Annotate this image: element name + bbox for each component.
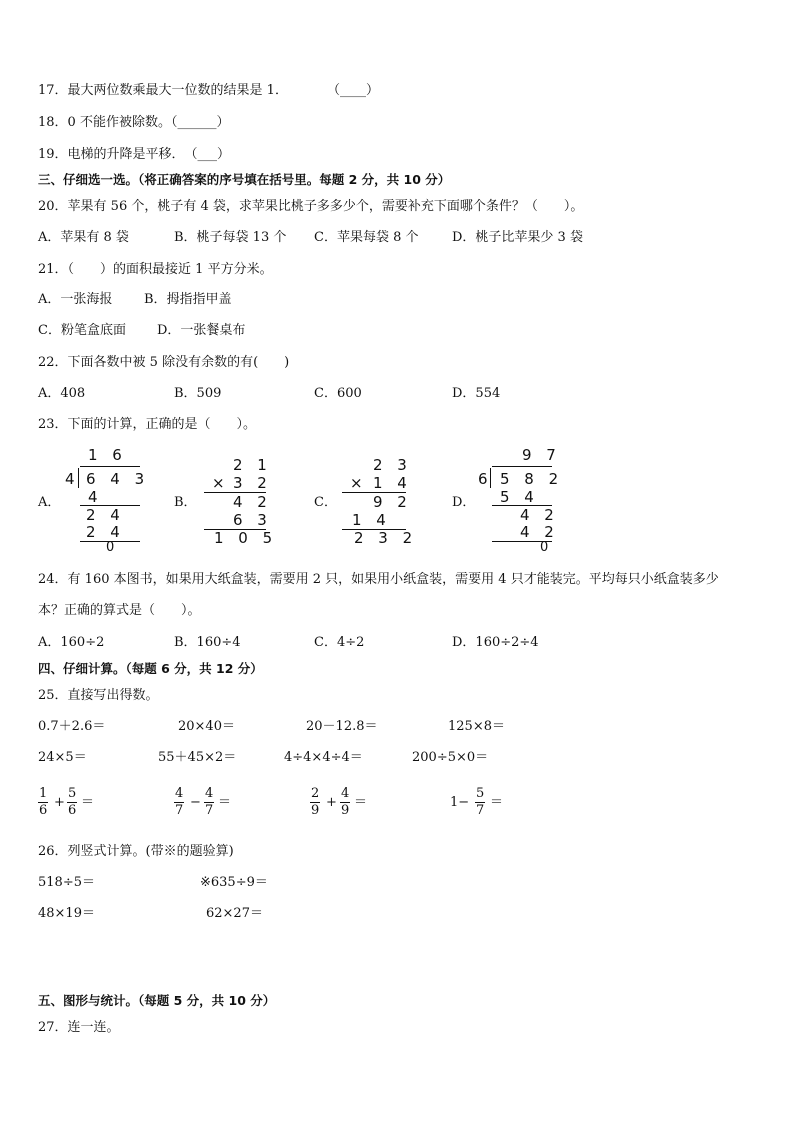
q23-multiplication-b	[200, 456, 278, 548]
division-step-3: 4 2	[520, 523, 559, 541]
section-3-heading: 三、仔细选一选。（将正确答案的序号填在括号里。每题 2 分，共 10 分）	[38, 172, 451, 187]
q24-option-c: C．4÷2	[314, 635, 365, 650]
question-27: 27．连一连。	[38, 1020, 120, 1035]
mult-top: 2 1	[233, 456, 272, 474]
q26-item-3: 48×19＝	[38, 906, 95, 921]
division-step-2: 4 2	[520, 506, 559, 524]
mult-partial-1: 4 2	[233, 493, 272, 511]
mult-top: 2 3	[373, 456, 412, 474]
mult-partial-2: 6 3	[233, 511, 272, 529]
question-22-stem: 22．下面各数中被 5 除没有余数的有( )	[38, 355, 290, 370]
q26-item-2: ※635÷9＝	[200, 875, 268, 890]
division-step-3: 2 4	[86, 523, 125, 541]
division-divisor: 6	[478, 470, 493, 488]
q22-option-c: C．600	[314, 386, 362, 401]
question-24-line-1: 24．有 160 本图书，如果用大纸盒装，需要用 2 只，如果用小纸盒装，需要用 4 只才能装完。平均每只小纸盒装多少	[38, 572, 719, 587]
q23-label-c: C．	[314, 495, 337, 510]
q21-option-c: C．粉笔盒底面	[38, 323, 126, 338]
q25-r1-c3: 20－12.8＝	[306, 719, 378, 734]
q24-option-a: A．160÷2	[38, 635, 105, 650]
q20-option-a: A．苹果有 8 袋	[38, 230, 129, 245]
q25-r1-c4: 125×8＝	[448, 719, 505, 734]
q23-division-d	[476, 446, 564, 556]
q20-option-d: D．桃子比苹果少 3 袋	[452, 230, 583, 245]
question-23-stem: 23．下面的计算，正确的是（ ）。	[38, 417, 257, 432]
q22-option-d: D．554	[452, 386, 501, 401]
q22-option-a: A．408	[38, 386, 86, 401]
fraction: $\frac{5}{6}$	[68, 786, 77, 818]
q23-label-b: B．	[174, 495, 197, 510]
division-step-1: 4	[88, 488, 103, 506]
question-25-stem: 25．直接写出得数。	[38, 688, 159, 703]
q24-option-b: B．160÷4	[174, 635, 241, 650]
fraction: $\frac{2}{9}$	[311, 786, 320, 818]
division-step-1: 5 4	[500, 488, 539, 506]
question-18: 18．0 不能作被除数。（______）	[38, 115, 230, 130]
q25-r2-c4: 200÷5×0＝	[412, 750, 489, 765]
q26-item-1: 518÷5＝	[38, 875, 95, 890]
mult-operator: ×	[350, 474, 368, 492]
mult-result: 1 0 5	[214, 529, 278, 547]
mult-partial-1: 9 2	[373, 493, 412, 511]
mult-operator: ×	[212, 474, 230, 492]
q21-option-b: B．拇指指甲盖	[144, 292, 232, 307]
fraction: $\frac{1}{6}$	[39, 786, 48, 818]
fraction: $\frac{4}{7}$	[205, 786, 214, 818]
question-17: 17．最大两位数乘最大一位数的结果是 1． （____）	[38, 83, 379, 98]
q26-item-4: 62×27＝	[206, 906, 263, 921]
q21-option-d: D．一张餐桌布	[157, 323, 246, 338]
division-dividend: 5 8 2	[500, 470, 564, 488]
question-24-line-2: 本？正确的算式是（ ）。	[38, 603, 201, 618]
q20-option-b: B．桃子每袋 13 个	[174, 230, 287, 245]
q25-r1-c1: 0.7＋2.6＝	[38, 719, 106, 734]
q25-r2-c1: 24×5＝	[38, 750, 87, 765]
division-quotient: 1 6	[88, 446, 127, 464]
q24-option-d: D．160÷2÷4	[452, 635, 539, 650]
division-step-2: 2 4	[86, 506, 125, 524]
division-quotient: 9 7	[522, 446, 561, 464]
division-remainder: 0	[540, 540, 554, 555]
mult-bottom: 1 4	[373, 474, 412, 492]
q22-option-b: B．509	[174, 386, 222, 401]
mult-bottom: 3 2	[233, 474, 272, 492]
division-remainder: 0	[106, 540, 120, 555]
question-21-stem: 21．（ ）的面积最接近 1 平方分米。	[38, 262, 273, 277]
question-20-stem: 20．苹果有 56 个，桃子有 4 袋，求苹果比桃子多多少个，需要补充下面哪个条件？（ ）。	[38, 199, 584, 214]
section-5-heading: 五、图形与统计。（每题 5 分，共 10 分）	[38, 993, 276, 1008]
question-26-stem: 26．列竖式计算。(带※的题验算)	[38, 844, 234, 859]
q23-multiplication-c	[338, 456, 418, 548]
q20-option-c: C．苹果每袋 8 个	[314, 230, 419, 245]
mult-result: 2 3 2	[354, 529, 418, 547]
section-4-heading: 四、仔细计算。（每题 6 分，共 12 分）	[38, 661, 263, 676]
q25-r2-c3: 4÷4×4÷4＝	[284, 750, 363, 765]
fraction: $\frac{5}{7}$	[476, 786, 485, 818]
question-19: 19．电梯的升降是平移． （___）	[38, 147, 231, 162]
q23-label-d: D．	[452, 495, 476, 510]
fraction: $\frac{4}{9}$	[341, 786, 350, 818]
division-dividend: 6 4 3	[86, 470, 150, 488]
fraction: $\frac{4}{7}$	[175, 786, 184, 818]
q23-label-a: A．	[38, 495, 61, 510]
q23-division-a	[62, 446, 150, 556]
mult-partial-2: 1 4	[352, 511, 391, 529]
q21-option-a: A．一张海报	[38, 292, 113, 307]
q25-r2-c2: 55＋45×2＝	[158, 750, 237, 765]
division-divisor: 4	[65, 470, 80, 488]
q25-r1-c2: 20×40＝	[178, 719, 235, 734]
